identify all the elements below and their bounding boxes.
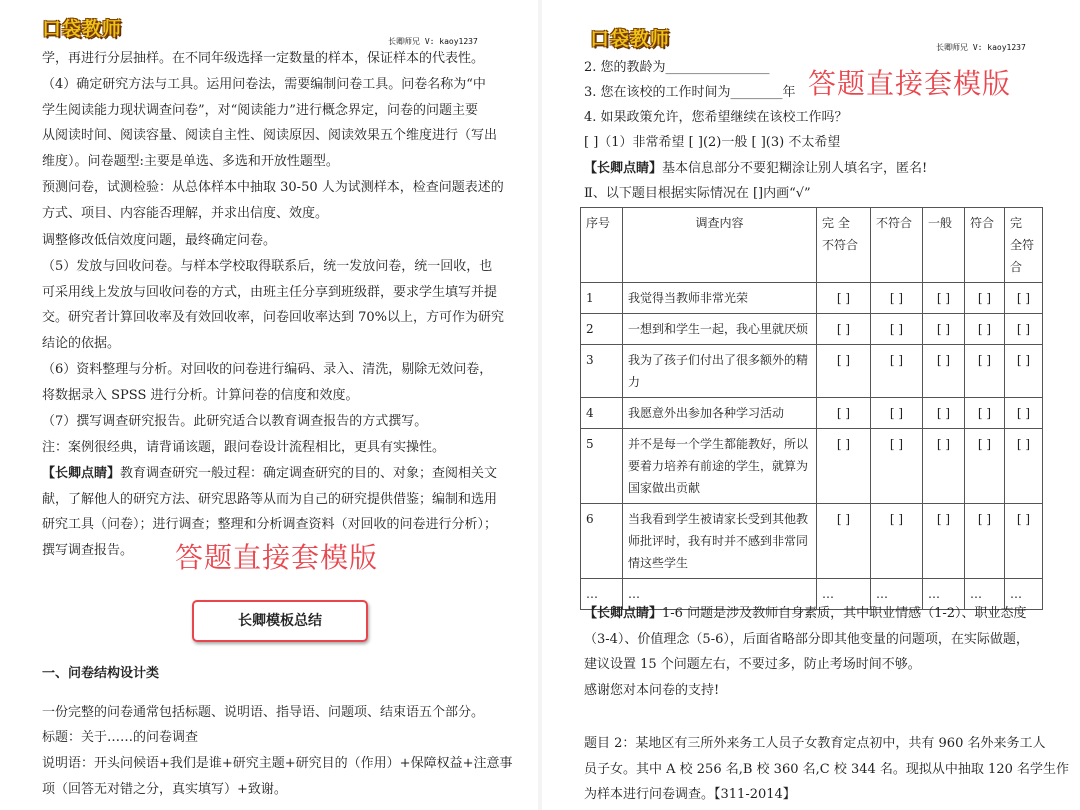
answer-cell: [ ]: [965, 283, 1005, 314]
question-4: 4. 如果政策允许，您希望继续在该校工作吗？: [584, 110, 848, 125]
row-content: 当我看到学生被请家长受到其他教师批评时，我有时并不感到非常同情这些学生: [623, 504, 817, 579]
answer-cell: [ ]: [923, 398, 965, 429]
answer-cell: [ ]: [923, 345, 965, 398]
tip-label: 【长卿点睛】: [42, 466, 121, 481]
answer-cell: [ ]: [1005, 314, 1043, 345]
table-row: [581, 429, 1043, 504]
tip2-paragraph: 【长卿点睛】1-6 问题是涉及教师自身素质，其中职业情感（1-2）、职业态度 （3-4）、价值理念（5-6），后面省略部分即其他变量的问题项，在实际做题， 建议设置 15 个问题左右，不要过多，防止考场时间不够。: [584, 606, 1029, 673]
table-row: [581, 398, 1043, 429]
row-number: 6: [581, 504, 623, 579]
answer-cell: [ ]: [965, 398, 1005, 429]
answer-cell: [ ]: [871, 398, 923, 429]
header-cell: 完 全符合: [1005, 208, 1043, 283]
tip1-line: 【长卿点睛】基本信息部分不要犯糊涂让别人填名字，匿名!: [584, 161, 928, 176]
answer-cell: [ ]: [965, 345, 1005, 398]
answer-cell: [ ]: [965, 429, 1005, 504]
ellipsis-cell: …: [965, 579, 1005, 610]
row-content: 我觉得当教师非常光荣: [623, 283, 817, 314]
page-header: 长卿师兄 V: kaoy1237: [936, 43, 1026, 52]
logo: 口袋教师: [590, 28, 671, 50]
header-cell: 完 全 不符合: [817, 208, 871, 283]
answer-cell: [ ]: [923, 283, 965, 314]
ellipsis-cell: …: [623, 579, 817, 610]
ellipsis-cell: …: [1005, 579, 1043, 610]
section-2-title: Ⅱ、以下题目根据实际情况在 []内画“√”: [584, 186, 811, 201]
answer-cell: [ ]: [1005, 283, 1043, 314]
answer-cell: [ ]: [1005, 345, 1043, 398]
adjust-line: 调整修改低信效度问题，最终确定问卷。: [42, 233, 277, 248]
tip-label: 【长卿点睛】: [584, 606, 663, 621]
answer-cell: [ ]: [923, 429, 965, 504]
answer-cell: [ ]: [871, 283, 923, 314]
note-line: 注：案例很经典，请背诵该题，跟问卷设计流程相比，更具有实操性。: [42, 440, 446, 455]
thanks-line: 感谢您对本问卷的支持!: [584, 683, 720, 698]
step5-paragraph: （5）发放与回收问卷。与样本学校取得联系后，统一发放问卷，统一回收，也 可采用线上发放与回收问卷的方式，由班主任分享到班级群，要求学生填写并提 交。研究者计算回收率及有效回收率，问卷回收率达到 70%以上，方可作为研究 结论的依据。: [42, 259, 505, 351]
survey-table: [580, 207, 1043, 610]
ellipsis-cell: …: [817, 579, 871, 610]
step7-line: （7）撰写调查研究报告。此研究适合以教育调查报告的方式撰写。: [42, 414, 428, 429]
right-page: [542, 0, 1080, 810]
table-row: [581, 504, 1043, 579]
header-cell: 序号: [581, 208, 623, 283]
structure-line: 一份完整的问卷通常包括标题、说明语、指导语、问题项、结束语五个部分。: [42, 705, 485, 720]
question-3: 3. 您在该校的工作时间为________年: [584, 85, 796, 100]
answer-cell: [ ]: [1005, 504, 1043, 579]
header-cell: 不符合: [871, 208, 923, 283]
ellipsis-cell: …: [923, 579, 965, 610]
answer-cell: [ ]: [871, 504, 923, 579]
template-summary-box: 长卿模板总结: [192, 600, 368, 642]
header-cell: 符合: [965, 208, 1005, 283]
row-number: 5: [581, 429, 623, 504]
row-number: 3: [581, 345, 623, 398]
question-4-options: [ ]（1）非常希望 [ ](2)一般 [ ](3) 不太希望: [584, 135, 841, 150]
answer-cell: [ ]: [871, 314, 923, 345]
tip-label: 【长卿点睛】: [584, 161, 663, 176]
header-cell: 一般: [923, 208, 965, 283]
template-callout: 答题直接套模版: [808, 67, 1012, 100]
answer-cell: [ ]: [1005, 398, 1043, 429]
ellipsis-cell: …: [581, 579, 623, 610]
table-row: [581, 314, 1043, 345]
answer-cell: [ ]: [923, 504, 965, 579]
answer-cell: [ ]: [817, 398, 871, 429]
answer-cell: [ ]: [871, 345, 923, 398]
answer-cell: [ ]: [817, 314, 871, 345]
row-content: 并不是每一个学生都能教好，所以要着力培养有前途的学生，就算为国家做出贡献: [623, 429, 817, 504]
step4-paragraph: （4）确定研究方法与工具。运用问卷法，需要编制问卷工具。问卷名称为“中 学生阅读能力现状调查问卷”，对“阅读能力”进行概念界定，问卷的问题主要 从阅读时间、阅读容量、阅读自主性、阅读原因、阅读效果五个维度进行（写出 维度）。问卷题型:主要是单选、多选和开放性题型。: [42, 77, 498, 169]
answer-cell: [ ]: [817, 429, 871, 504]
table-header-row: [581, 208, 1043, 283]
answer-cell: [ ]: [923, 314, 965, 345]
question-2: 2. 您的教龄为________________: [584, 60, 770, 75]
tip-paragraph: 【长卿点睛】教育调查研究一般过程：确定调查研究的目的、对象；查阅相关文 献，了解他人的研究方法、研究思路等从而为自己的研究提供借鉴；编制和选用 研究工具（问卷）；进行调查；整理和分析调查资料（对回收的问卷进行分析）； 撰写调查报告。: [42, 466, 498, 558]
pretest-paragraph: 预测问卷，试测检验：从总体样本中抽取 30-50 人为试测样本，检查问题表述的 方式、项目、内容能否理解，并求出信度、效度。: [42, 180, 504, 221]
title-line: 标题：关于……的问卷调查: [42, 730, 199, 745]
answer-cell: [ ]: [965, 314, 1005, 345]
answer-cell: [ ]: [817, 345, 871, 398]
step6-paragraph: （6）资料整理与分析。对回收的问卷进行编码、录入、清洗，剔除无效问卷， 将数据录入 SPSS 进行分析。计算问卷的信度和效度。: [42, 362, 493, 403]
row-number: 2: [581, 314, 623, 345]
answer-cell: [ ]: [871, 429, 923, 504]
question-2-paragraph: 题目 2：某地区有三所外来务工人员子女教育定点初中，共有 960 名外来务工人 员子女。其中 A 校 256 名,B 校 360 名,C 校 344 名。现拟从中抽取 120 名学生作 为样本进行问卷调查。【311-2014】: [584, 736, 1069, 803]
table-row: [581, 283, 1043, 314]
section-title: 一、问卷结构设计类: [42, 666, 160, 681]
intro-line: 学，再进行分层抽样。在不同年级选择一定数量的样本，保证样本的代表性。: [42, 51, 485, 66]
template-callout: 答题直接套模版: [175, 541, 379, 574]
row-content: 我为了孩子们付出了很多额外的精力: [623, 345, 817, 398]
answer-cell: [ ]: [817, 283, 871, 314]
description-paragraph: 说明语：开头问候语+我们是谁+研究主题+研究目的（作用）+保障权益+注意事 项（回答无对错之分，真实填写）+致谢。: [42, 756, 513, 797]
logo: 口袋教师: [42, 18, 123, 40]
ellipsis-cell: …: [871, 579, 923, 610]
row-content: 我愿意外出参加各种学习活动: [623, 398, 817, 429]
left-page: [0, 0, 538, 810]
header-cell: 调查内容: [623, 208, 817, 283]
answer-cell: [ ]: [817, 504, 871, 579]
row-number: 4: [581, 398, 623, 429]
row-number: 1: [581, 283, 623, 314]
page-header: 长卿师兄 V: kaoy1237: [388, 37, 478, 46]
row-content: 一想到和学生一起，我心里就厌烦: [623, 314, 817, 345]
answer-cell: [ ]: [1005, 429, 1043, 504]
table-row: [581, 345, 1043, 398]
answer-cell: [ ]: [965, 504, 1005, 579]
